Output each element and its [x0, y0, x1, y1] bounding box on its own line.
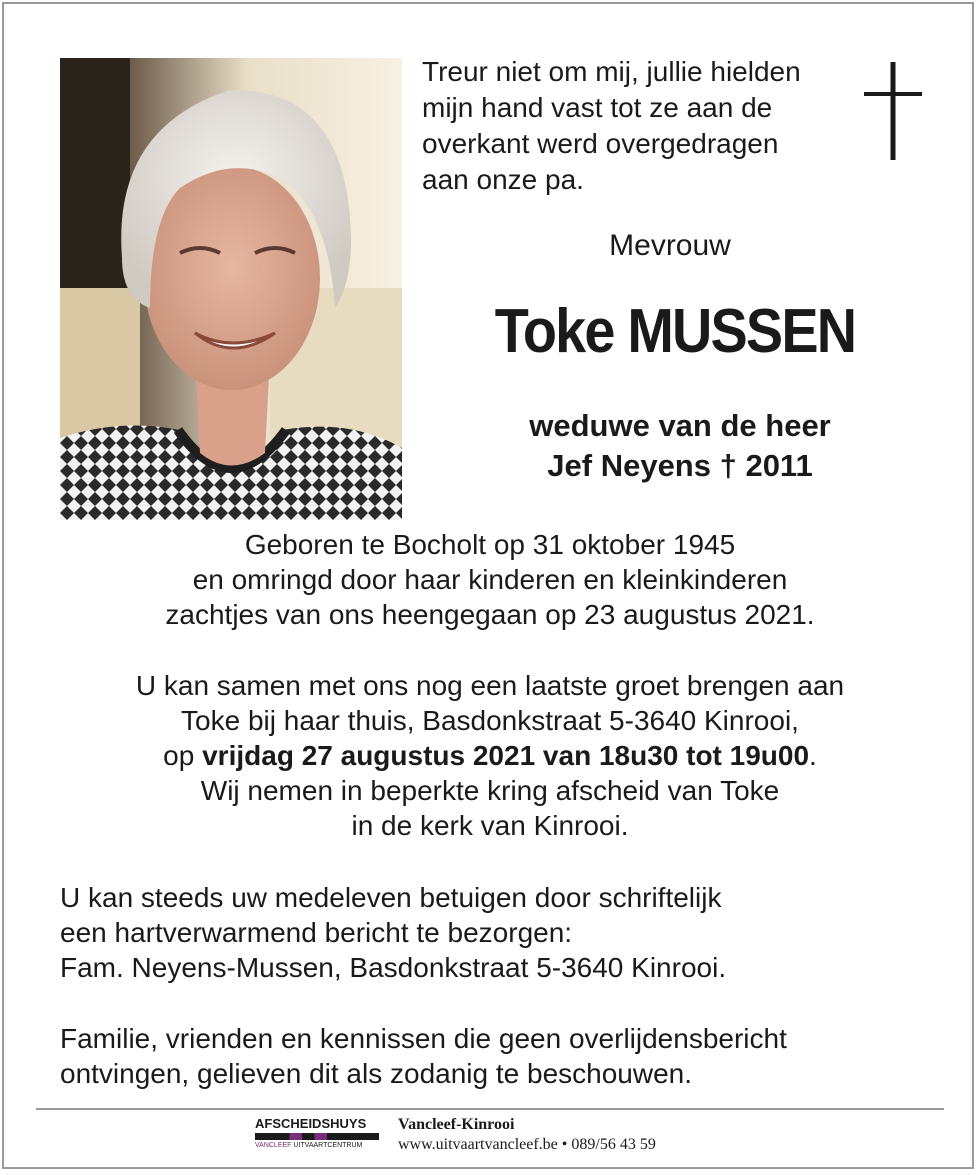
widow-line: weduwe van de heer: [529, 408, 831, 443]
farewell-line: Wij nemen in beperkte kring afscheid van Toke: [200, 775, 780, 806]
closing-line: ontvingen, gelieven dit als zodanig te beschouwen.: [60, 1058, 692, 1089]
latin-cross-icon: [864, 62, 922, 160]
poem-line: mijn hand vast tot ze aan de: [422, 92, 773, 123]
condolence-line: een hartverwarmend bericht te bezorgen:: [60, 917, 573, 948]
birth-line: Geboren te Bocholt op 31 oktober 1945: [244, 529, 736, 560]
salutation: Mevrouw: [609, 229, 731, 262]
footer-divider: [36, 1108, 944, 1110]
condolence-block: [60, 880, 930, 985]
poem-line: aan onze pa.: [422, 164, 584, 195]
poem-line: overkant werd overgedragen: [422, 128, 779, 159]
logo-bar: [255, 1133, 379, 1140]
poem-line: Treur niet om mij, jullie hielden: [422, 56, 801, 87]
widow-block: [450, 406, 910, 486]
church-line: in de kerk van Kinrooi.: [351, 810, 629, 841]
visit-line: U kan samen met ons nog een laatste groet brengen aan: [135, 670, 845, 701]
deceased-name: Toke MUSSEN: [494, 297, 856, 366]
visit-date-time: vrijdag 27 augustus 2021 van 18u30 tot 19u00: [202, 740, 810, 771]
visit-address-line: Toke bij haar thuis, Basdonkstraat 5-3640 Kinrooi,: [181, 705, 799, 736]
death-line: zachtjes van ons heengegaan op 23 augustus 2021.: [165, 599, 815, 630]
logo-subtitle-right: UITVAARTCENTRUM: [293, 1142, 363, 1149]
visit-time-suffix: .: [809, 740, 817, 771]
funeral-home-info: [398, 1115, 798, 1155]
logo-title: AFSCHEIDSHUYS: [255, 1116, 367, 1131]
portrait-photo: [60, 58, 402, 520]
logo-subtitle-left: VANCLEEF: [255, 1142, 292, 1149]
closing-line: Familie, vrienden en kennissen die geen overlijdensbericht: [60, 1023, 787, 1054]
funeral-home-logo: [255, 1116, 381, 1152]
visit-time-prefix: op: [163, 740, 203, 771]
condolence-line: U kan steeds uw medeleven betuigen door schriftelijk: [60, 882, 722, 913]
poem-quote: [422, 54, 852, 198]
family-address-line: Fam. Neyens-Mussen, Basdonkstraat 5-3640 Kinrooi.: [60, 952, 727, 983]
funeral-home-contact[interactable]: www.uitvaartvancleef.be • 089/56 43 59: [398, 1136, 656, 1153]
funeral-home-name: Vancleef-Kinrooi: [398, 1116, 515, 1133]
logo-subtitle: [255, 1142, 381, 1149]
closing-block: [60, 1021, 940, 1091]
visitation-block: [40, 668, 940, 843]
spouse-line: Jef Neyens † 2011: [547, 448, 813, 483]
birth-death-block: [60, 527, 920, 632]
visit-time-line: [40, 738, 940, 773]
family-line: en omringd door haar kinderen en kleinkinderen: [192, 564, 788, 595]
